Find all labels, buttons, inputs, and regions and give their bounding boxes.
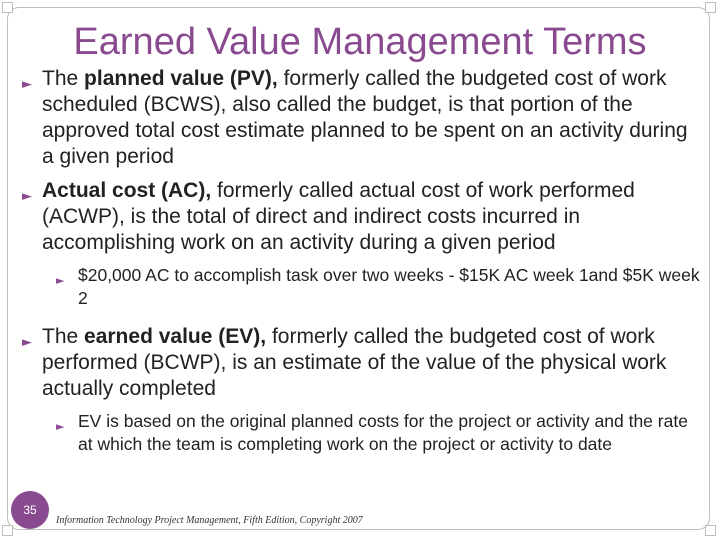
footer-citation: Information Technology Project Management, Fifth Edition, Copyright 2007 (56, 515, 363, 526)
slide-content (22, 66, 702, 464)
sub-bullet-actual-cost-example (56, 264, 702, 310)
triangle-bullet-icon: ► (22, 189, 32, 204)
frame-corner-bottom-left (2, 525, 13, 536)
slide-title: Earned Value Management Terms (73, 21, 647, 63)
ev-basis-text: EV is based on the original planned costs for the project or activity and the rate at which the team is completing work on the project or activity to date (78, 411, 688, 454)
bullet-earned-value (22, 324, 702, 402)
ac-example-text: $20,000 AC to accomplish task over two weeks - $15K AC week 1and $5K week 2 (78, 265, 700, 308)
ac-term: Actual cost (AC), (42, 179, 212, 202)
triangle-bullet-icon: ► (56, 274, 65, 287)
pv-text: formerly called the budgeted cost of work scheduled (BCWS), also called the budget, is that portion of the approved total cost estimate planned to be spent on an activity during a given period (42, 67, 688, 168)
frame-corner-top-left (2, 2, 13, 13)
ev-term: earned value (EV), (84, 325, 267, 348)
bullet-actual-cost (22, 178, 702, 256)
triangle-bullet-icon: ► (22, 77, 32, 92)
ac-text: formerly called actual cost of work performed (ACWP), is the total of direct and indirect costs incurred in accomplishing work on an activity during a given period (42, 179, 635, 254)
pv-prefix: The (42, 67, 85, 90)
frame-corner-bottom-right (705, 525, 716, 536)
pv-term: planned value (PV), (84, 67, 278, 90)
page-number-badge: 35 (11, 491, 49, 529)
sub-bullet-earned-value-basis (56, 410, 702, 456)
triangle-bullet-icon: ► (56, 420, 65, 433)
ev-prefix: The (42, 325, 85, 348)
frame-corner-top-right (705, 2, 716, 13)
bullet-planned-value (22, 66, 702, 170)
triangle-bullet-icon: ► (22, 335, 32, 350)
ev-text: formerly called the budgeted cost of work performed (BCWP), is an estimate of the value of the physical work actually completed (42, 325, 667, 400)
